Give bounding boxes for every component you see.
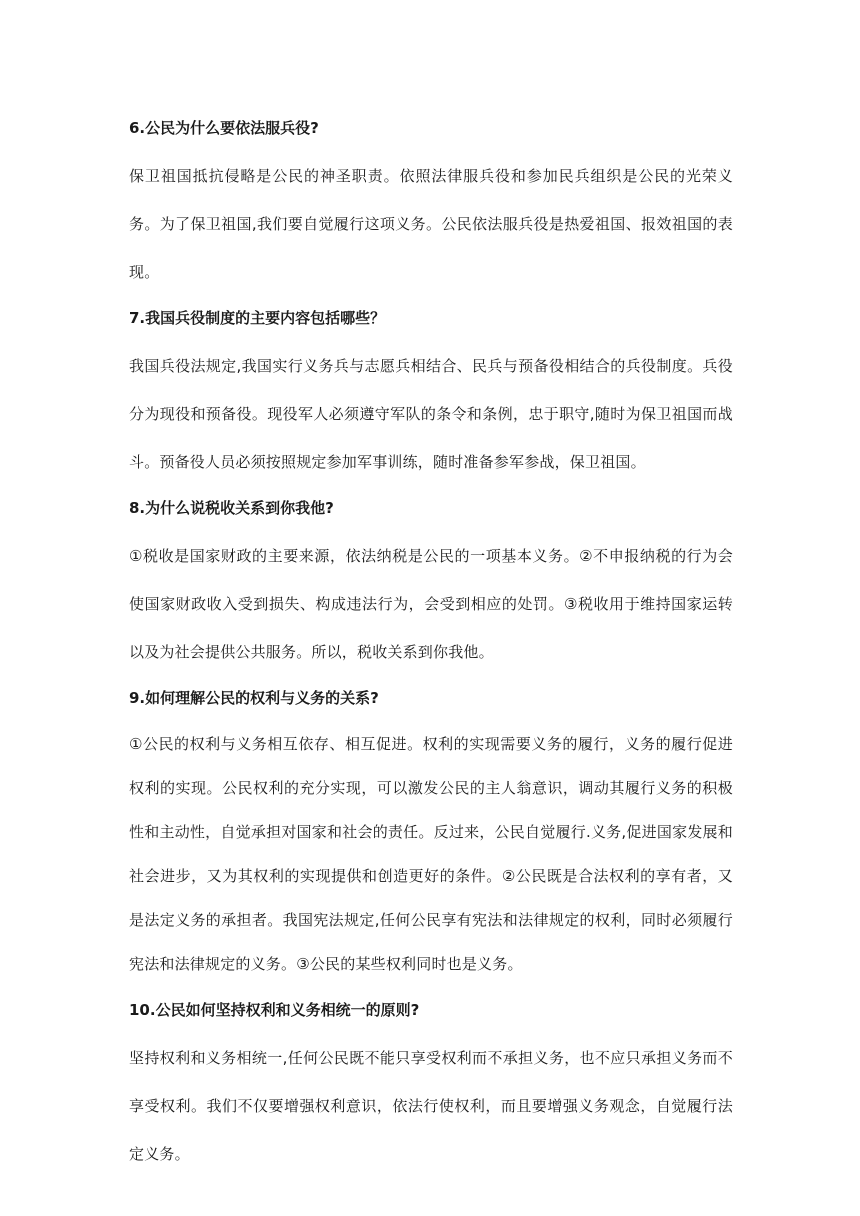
qa-section-10	[129, 992, 733, 1178]
question-heading: 6.公民为什么要依法服兵役?	[129, 119, 319, 137]
answer-paragraph: 保卫祖国抵抗侵略是公民的神圣职责。依照法律服兵役和参加民兵组织是公民的光荣义务。为了保卫祖国,我们要自觉履行这项义务。公民依法服兵役是热爱祖国、报效祖国的表现。	[129, 167, 733, 281]
qa-section-8	[129, 490, 733, 676]
answer-paragraph: ①税收是国家财政的主要来源，依法纳税是公民的一项基本义务。②不申报纳税的行为会使国家财政收入受到损失、构成违法行为，会受到相应的处罚。③税收用于维持国家运转以及为社会提供公共服务。所以，税收关系到你我他。	[129, 547, 733, 661]
qa-section-9	[129, 680, 733, 986]
question-heading: 9.如何理解公民的权利与义务的关系?	[129, 689, 379, 707]
answer-paragraph: 坚持权利和义务相统一,任何公民既不能只享受权利而不承担义务，也不应只承担义务而不享受权利。我们不仅要增强权利意识，依法行使权利，而且要增强义务观念，自觉履行法定义务。	[129, 1049, 733, 1163]
answer-paragraph: ①公民的权利与义务相互依存、相互促进。权利的实现需要义务的履行，义务的履行促进权利的实现。公民权利的充分实现，可以激发公民的主人翁意识，调动其履行义务的积极性和主动性，自觉承担对国家和社会的责任。反过来，公民自觉履行.义务,促进国家发展和社会进步，又为其权利的实现提供和创造更好的条件。②公民既是合法权利的享有者，又是法定义务的承担者。我国宪法规定,任何公民享有宪法和法律规定的权利，同时必须履行宪法和法律规定的义务。③公民的某些权利同时也是义务。	[129, 735, 733, 973]
question-heading: 10.公民如何坚持权利和义务相统一的原则?	[129, 1001, 420, 1019]
qa-section-6	[129, 110, 733, 296]
qa-section-7	[129, 300, 733, 486]
document-page	[129, 110, 733, 1178]
question-heading: 8.为什么说税收关系到你我他?	[129, 499, 334, 517]
question-heading: 7.我国兵役制度的主要内容包括哪些？	[129, 309, 386, 327]
answer-paragraph: 我国兵役法规定,我国实行义务兵与志愿兵相结合、民兵与预备役相结合的兵役制度。兵役分为现役和预备役。现役军人必须遵守军队的条令和条例，忠于职守,随时为保卫祖国而战斗。预备役人员必须按照规定参加军事训练，随时准备参军参战，保卫祖国。	[129, 357, 733, 471]
